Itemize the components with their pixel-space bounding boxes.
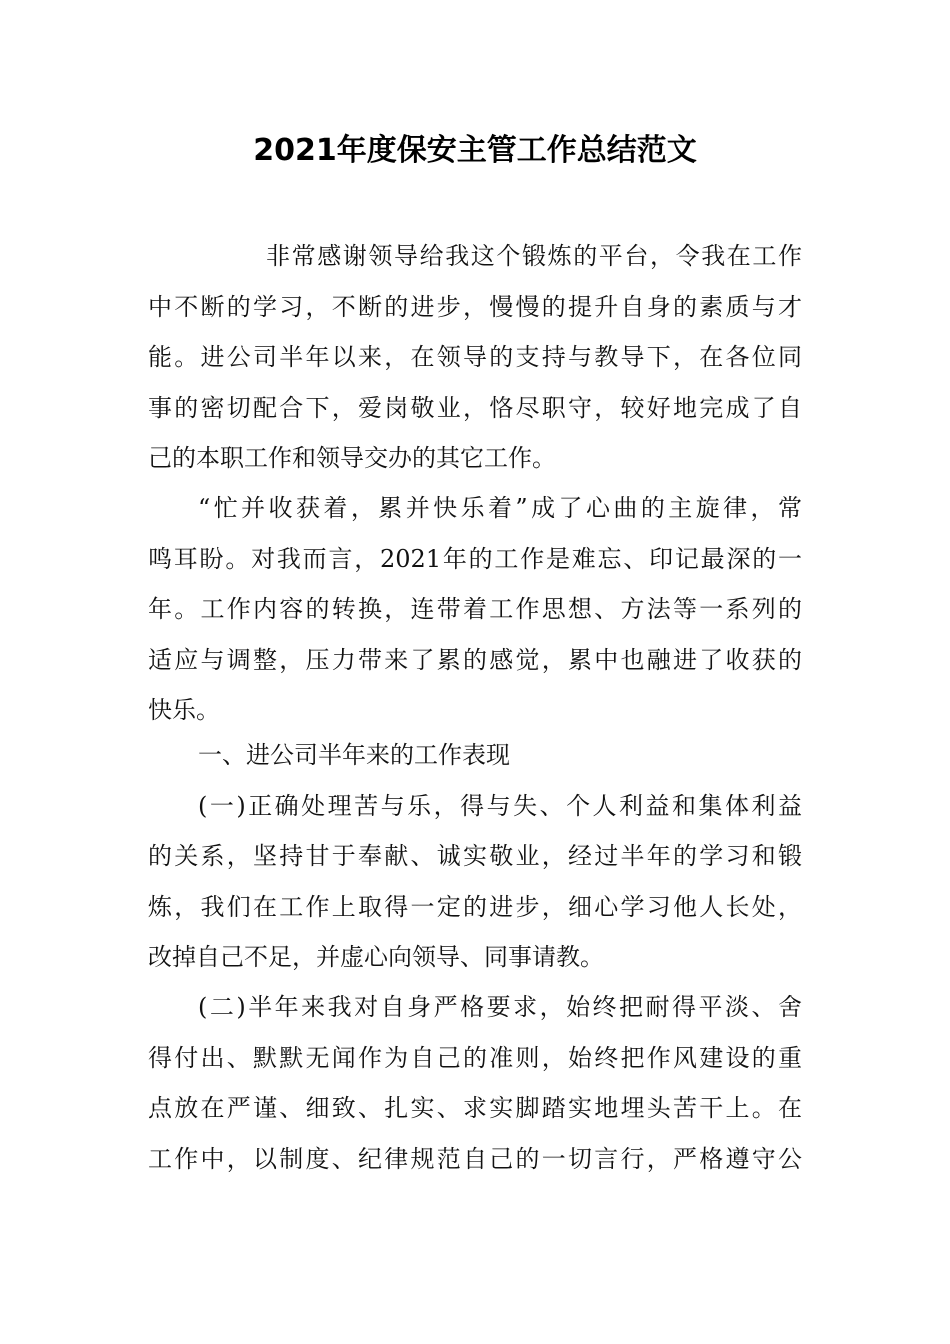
paragraph-1-line-2: 中不断的学习，不断的进步，慢慢的提升自身的素质与才: [148, 293, 802, 321]
paragraph-2-line-5: 快乐。: [148, 696, 220, 724]
paragraph-1-line-1: 非常感谢领导给我这个锻炼的平台，令我在工作: [266, 242, 802, 270]
paragraph-3-line-3: 炼，我们在工作上取得一定的进步，细心学习他人长处，: [148, 893, 802, 921]
paragraph-2-line-3: 年。工作内容的转换，连带着工作思想、方法等一系列的: [148, 595, 802, 623]
document-title: 2021年度保安主管工作总结范文: [253, 133, 697, 168]
paragraph-4-line-1: (二)半年来我对自身严格要求，始终把耐得平淡、舍: [198, 993, 802, 1021]
paragraph-2-line-1: “忙并收获着，累并快乐着”成了心曲的主旋律，常: [198, 494, 802, 522]
paragraph-3-line-2: 的关系，坚持甘于奉献、诚实敬业，经过半年的学习和锻: [148, 842, 802, 870]
paragraph-2-line-2: 鸣耳盼。对我而言，2021年的工作是难忘、印记最深的一: [148, 545, 802, 573]
paragraph-3-line-4: 改掉自己不足，并虚心向领导、同事请教。: [148, 943, 604, 971]
paragraph-1-line-3: 能。进公司半年以来，在领导的支持与教导下，在各位同: [148, 343, 802, 371]
paragraph-1-line-4: 事的密切配合下，爱岗敬业，恪尽职守，较好地完成了自: [148, 394, 802, 422]
paragraph-4-line-4: 工作中，以制度、纪律规范自己的一切言行，严格遵守公: [148, 1145, 802, 1173]
paragraph-4-line-3: 点放在严谨、细致、扎实、求实脚踏实地埋头苦干上。在: [148, 1094, 802, 1122]
paragraph-1-line-5: 己的本职工作和领导交办的其它工作。: [148, 444, 556, 472]
paragraph-3-line-1: (一)正确处理苦与乐，得与失、个人利益和集体利益: [198, 792, 802, 820]
section-heading-1: 一、进公司半年来的工作表现: [198, 741, 510, 769]
paragraph-2-line-4: 适应与调整，压力带来了累的感觉，累中也融进了收获的: [148, 646, 802, 674]
paragraph-4-line-2: 得付出、默默无闻作为自己的准则，始终把作风建设的重: [148, 1044, 802, 1072]
